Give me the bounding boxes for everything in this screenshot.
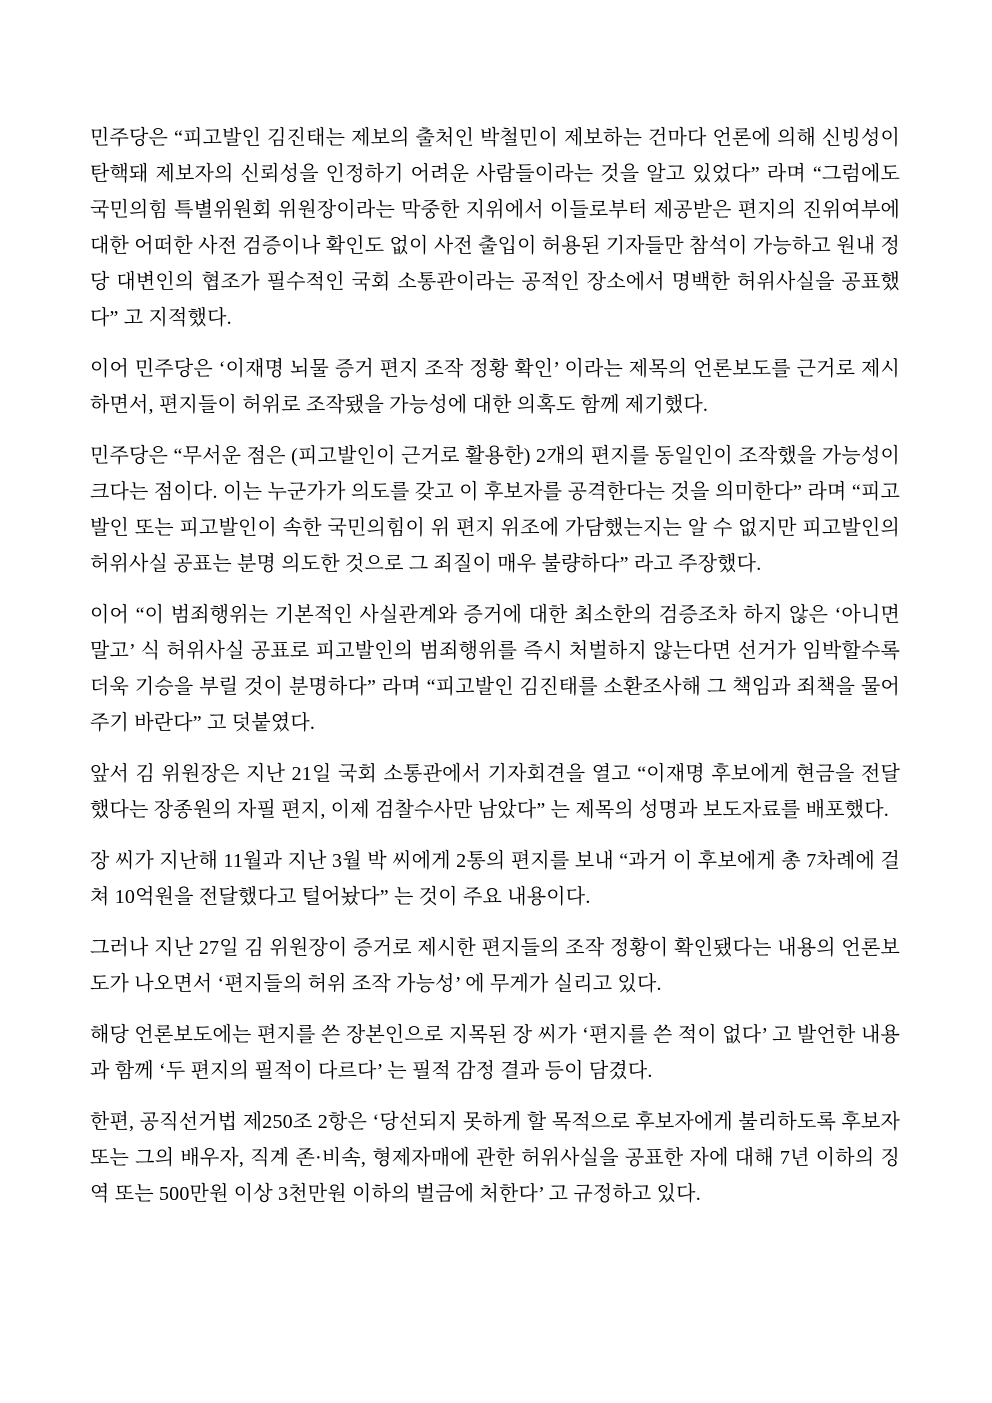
paragraph-2: 이어 민주당은 ‘이재명 뇌물 증거 편지 조작 정황 확인’ 이라는 제목의 언론보도를 근거로 제시하면서, 편지들이 허위로 조작됐을 가능성에 대한 의혹도 함께 제기했다. [90,358,900,416]
paragraph-9: 한편, 공직선거법 제250조 2항은 ‘당선되지 못하게 할 목적으로 후보자에게 불리하도록 후보자 또는 그의 배우자, 직계 존·비속, 형제자매에 관한 허위사실을 공표한 자에 대해 7년 이하의 징역 또는 500만원 이상 3천만원 이하의 벌금에 처한다’ 고 규정하고 있다. [90,1111,900,1205]
paragraph-3: 민주당은 “무서운 점은 (피고발인이 근거로 활용한) 2개의 편지를 동일인이 조작했을 가능성이 크다는 점이다. 이는 누군가가 의도를 갖고 이 후보자를 공격한다는 것을 의미한다” 라며 “피고발인 또는 피고발인이 속한 국민의힘이 위 편지 위조에 가담했는지는 알 수 없지만 피고발인의 허위사실 공표는 분명 의도한 것으로 그 죄질이 매우 불량하다” 라고 주장했다. [90,445,900,575]
paragraph-8: 해당 언론보도에는 편지를 쓴 장본인으로 지목된 장 씨가 ‘편지를 쓴 적이 없다’ 고 발언한 내용과 함께 ‘두 편지의 필적이 다르다’ 는 필적 감정 결과 등이 담겼다. [90,1024,900,1082]
paragraph-6: 장 씨가 지난해 11월과 지난 3월 박 씨에게 2통의 편지를 보내 “과거 이 후보에게 총 7차례에 걸쳐 10억원을 전달했다고 털어놨다” 는 것이 주요 내용이다. [90,850,900,908]
paragraph-5: 앞서 김 위원장은 지난 21일 국회 소통관에서 기자회견을 열고 “이재명 후보에게 현금을 전달했다는 장종원의 자필 편지, 이제 검찰수사만 남았다” 는 제목의 성명과 보도자료를 배포했다. [90,763,900,821]
paragraph-1: 민주당은 “피고발인 김진태는 제보의 출처인 박철민이 제보하는 건마다 언론에 의해 신빙성이 탄핵돼 제보자의 신뢰성을 인정하기 어려운 사람들이라는 것을 알고 있었다” 라며 “그럼에도 국민의힘 특별위원회 위원장이라는 막중한 지위에서 이들로부터 제공받은 편지의 진위여부에 대한 어떠한 사전 검증이나 확인도 없이 사전 출입이 허용된 기자들만 참석이 가능하고 원내 정당 대변인의 협조가 필수적인 국회 소통관이라는 공적인 장소에서 명백한 허위사실을 공표했다” 고 지적했다. [90,127,900,329]
paragraph-4: 이어 “이 범죄행위는 기본적인 사실관계와 증거에 대한 최소한의 검증조차 하지 않은 ‘아니면 말고’ 식 허위사실 공표로 피고발인의 범죄행위를 즉시 처벌하지 않는다면 선거가 임박할수록 더욱 기승을 부릴 것이 분명하다” 라며 “피고발인 김진태를 소환조사해 그 책임과 죄책을 물어 주기 바란다” 고 덧붙였다. [90,604,900,734]
paragraph-7: 그러나 지난 27일 김 위원장이 증거로 제시한 편지들의 조작 정황이 확인됐다는 내용의 언론보도가 나오면서 ‘편지들의 허위 조작 가능성’ 에 무게가 실리고 있다. [90,937,900,995]
